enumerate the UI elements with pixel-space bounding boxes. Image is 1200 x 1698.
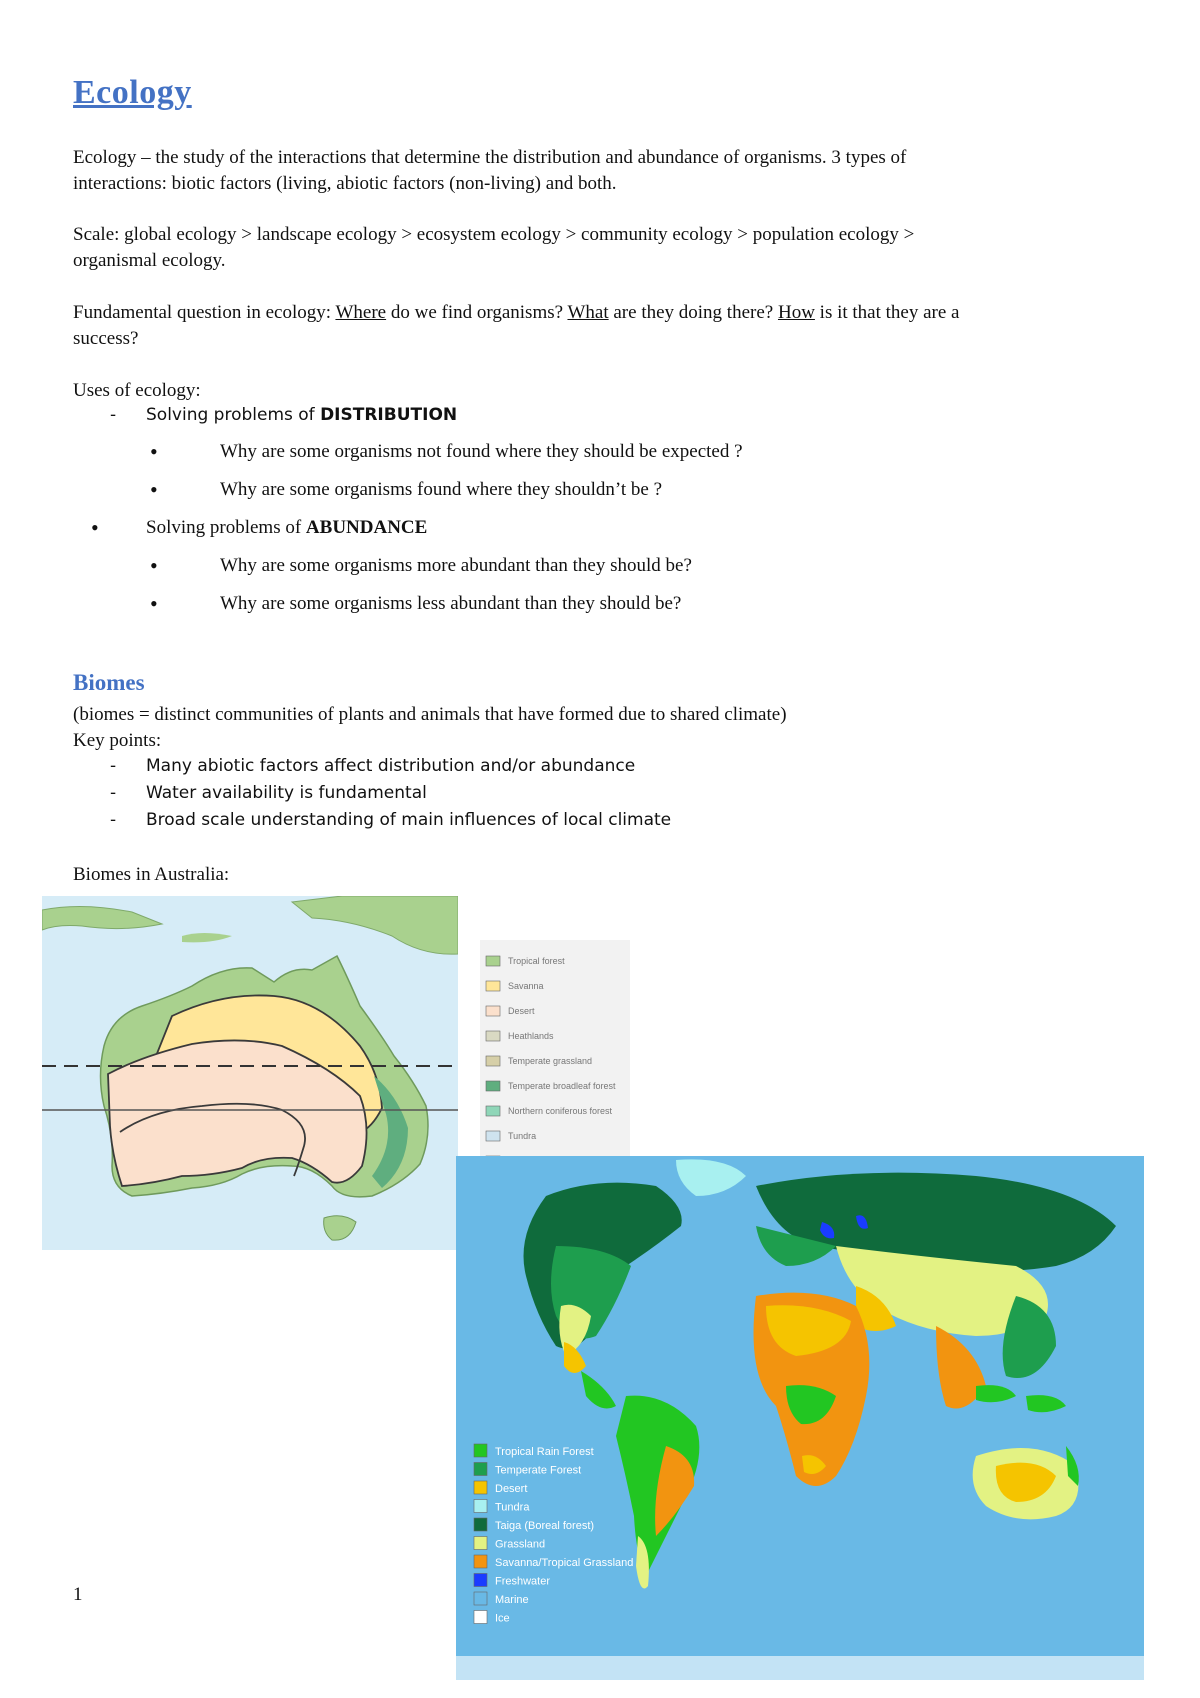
australia-biome-map [42, 896, 458, 1250]
key-point-item [110, 783, 427, 803]
legend-label: Taiga (Boreal forest) [495, 1520, 595, 1532]
bullet-marker: • [150, 439, 158, 464]
fq-how: How [777, 302, 815, 323]
dist-question-2 [150, 477, 663, 502]
legend-swatch [486, 981, 500, 991]
fq-mid-1: do we find organisms? [386, 302, 568, 323]
key-point-item [110, 810, 671, 830]
fq-mid-2: are they doing there? [608, 302, 778, 323]
legend-swatch [486, 1056, 500, 1066]
legend-swatch [474, 1574, 487, 1587]
legend-swatch [486, 1081, 500, 1091]
legend-label: Tundra [508, 1131, 537, 1141]
legend-swatch [474, 1481, 487, 1494]
legend-label: Tropical forest [508, 956, 565, 966]
legend-swatch [474, 1611, 487, 1624]
legend-label: Heathlands [508, 1031, 554, 1041]
world-legend-svg [472, 1442, 672, 1642]
legend-label: Savanna/Tropical Grassland [495, 1557, 634, 1569]
abun-prefix: Solving problems of [146, 517, 306, 538]
abun-q2-text: Why are some organisms less abundant than they should be? [220, 593, 682, 614]
page-number: 1 [73, 1584, 83, 1605]
legend-swatch [474, 1463, 487, 1476]
bullet-marker: • [150, 477, 158, 502]
fq-line-2: success? [73, 328, 139, 349]
legend-swatch [474, 1518, 487, 1531]
fq-where: Where [335, 302, 387, 323]
legend-label: Freshwater [495, 1575, 551, 1588]
key-point-text: Water availability is fundamental [146, 783, 427, 803]
legend-swatch [474, 1500, 487, 1513]
scale-line-2: organismal ecology. [73, 250, 226, 271]
legend-label: Temperate broadleaf forest [508, 1081, 616, 1091]
legend-label: Desert [508, 1006, 535, 1016]
legend-swatch [486, 1031, 500, 1041]
legend-swatch [486, 956, 500, 966]
intro-line-2: interactions: biotic factors (living, abiotic factors (non-living) and both. [73, 173, 617, 194]
dash-marker: - [110, 756, 117, 776]
biomes-definition: (biomes = distinct communities of plants and animals that have formed due to shared climate) [73, 704, 787, 725]
legend-label: Tundra [495, 1501, 530, 1514]
legend-label: Northern coniferous forest [508, 1106, 613, 1116]
legend-swatch [474, 1537, 487, 1550]
legend-label: Temperate grassland [508, 1056, 593, 1066]
dist-q1-text: Why are some organisms not found where they should be expected ? [220, 441, 743, 462]
legend-swatch [486, 1106, 500, 1116]
scale-line-1: Scale: global ecology > landscape ecology > ecosystem ecology > community ecology > population ecology > [73, 224, 915, 245]
fq-prefix: Fundamental question in ecology: [73, 302, 336, 323]
abun-question-1 [150, 553, 692, 578]
legend-label: Temperate Forest [495, 1464, 582, 1477]
legend-label: Ice [495, 1612, 510, 1625]
bullet-marker: • [150, 591, 158, 616]
uses-distribution-item [110, 405, 457, 425]
bullet-marker: • [91, 515, 99, 540]
legend-label: Desert [495, 1483, 528, 1495]
legend-label: Grassland [495, 1538, 546, 1551]
bullet-marker: • [150, 553, 158, 578]
intro-paragraph [73, 145, 1133, 197]
dist-question-1 [150, 439, 743, 464]
legend-label: Tropical Rain Forest [495, 1446, 594, 1458]
abun-question-2 [150, 591, 682, 616]
intro-line-1: Ecology – the study of the interactions that determine the distribution and abundance of organisms. 3 types of [73, 147, 907, 168]
biomes-heading: Biomes [73, 670, 145, 695]
fq-what: What [567, 302, 609, 323]
abun-q1-text: Why are some organisms more abundant than they should be? [220, 555, 692, 576]
dist-prefix: Solving problems of [146, 405, 321, 425]
legend-label: Savanna [508, 981, 544, 991]
uses-heading: Uses of ecology: [73, 380, 201, 401]
dist-bold: DISTRIBUTION [320, 405, 458, 425]
dash-marker: - [110, 783, 117, 803]
abun-bold: ABUNDANCE [305, 517, 428, 538]
legend-label: Marine [495, 1594, 529, 1606]
key-points-heading: Key points: [73, 730, 162, 751]
dist-q2-text: Why are some organisms found where they shouldn’t be ? [220, 479, 663, 500]
dash-marker: - [110, 810, 117, 830]
scale-paragraph [73, 222, 1133, 274]
key-point-item [110, 756, 635, 776]
legend-swatch [474, 1592, 487, 1605]
legend-swatch [486, 1131, 500, 1141]
dash-marker: - [110, 405, 117, 425]
uses-abundance-item [91, 515, 428, 540]
key-point-text: Broad scale understanding of main influences of local climate [146, 810, 672, 830]
legend-swatch [486, 1006, 500, 1016]
legend-swatch [474, 1444, 487, 1457]
page-title: Ecology [73, 74, 192, 111]
australia-caption: Biomes in Australia: [73, 864, 230, 885]
legend-swatch [474, 1555, 487, 1568]
fq-suffix: is it that they are a [814, 302, 960, 323]
fundamental-question [73, 300, 1133, 352]
key-point-text: Many abiotic factors affect distribution and/or abundance [146, 756, 636, 776]
world-map-legend [472, 1442, 672, 1642]
